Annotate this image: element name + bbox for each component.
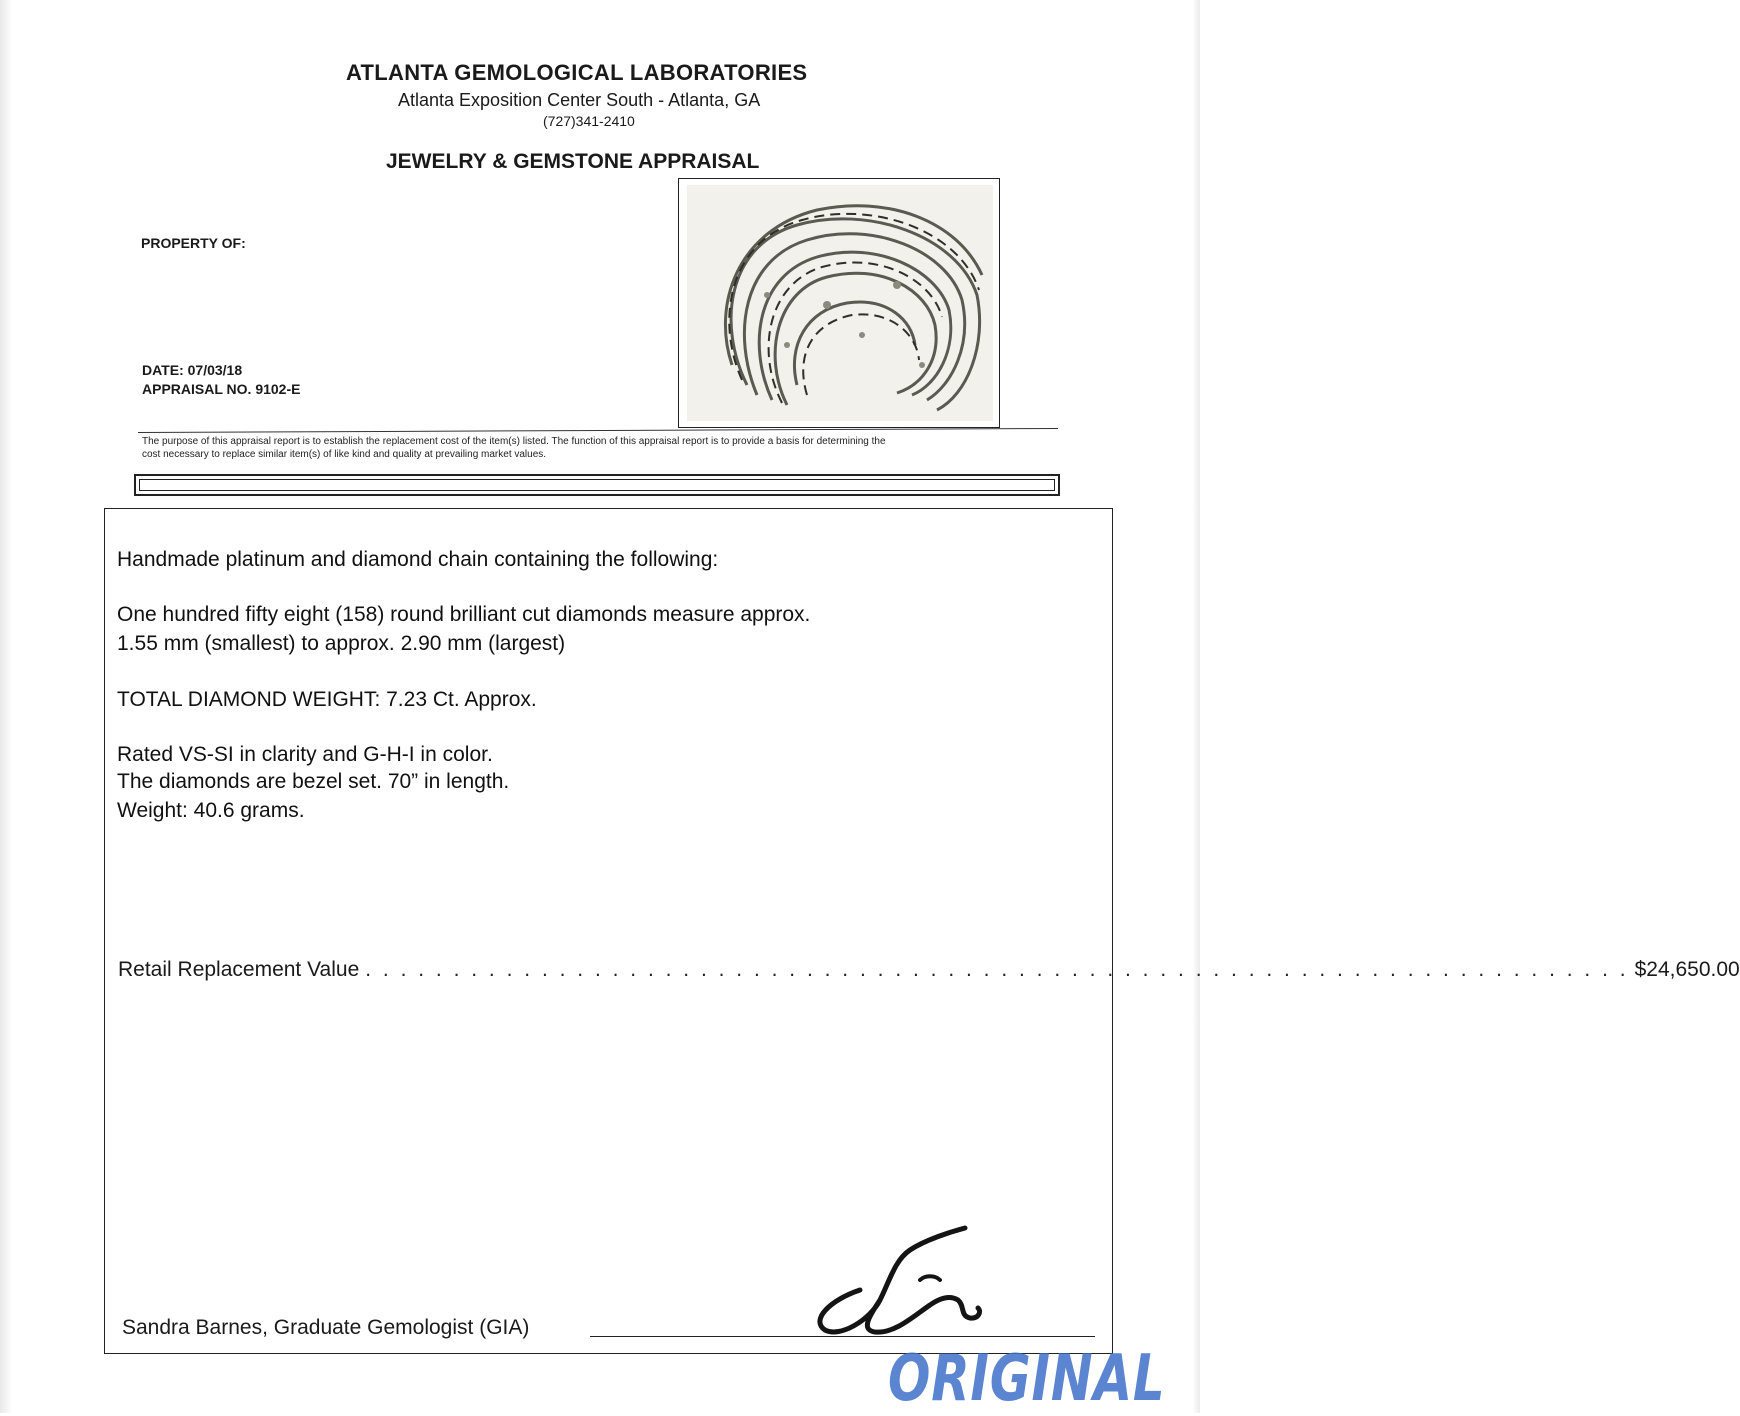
chain-photo-icon — [687, 185, 993, 421]
lab-address: Atlanta Exposition Center South - Atlanta, GA — [398, 90, 761, 110]
signature-line — [590, 1336, 1095, 1337]
date-value: 07/03/18 — [187, 362, 243, 378]
signer-name: Sandra Barnes, Graduate Gemologist (GIA) — [122, 1316, 530, 1339]
retail-value-label: Retail Replacement Value — [118, 958, 360, 981]
signature-mark — [800, 1220, 1000, 1350]
property-of-label: PROPERTY OF: — [141, 235, 246, 251]
date-label: DATE: — [142, 362, 184, 378]
purpose-line-2: cost necessary to replace similar item(s) of like kind and quality at prevailing market values. — [142, 449, 547, 460]
weight-line: Weight: 40.6 grams. — [117, 799, 305, 822]
original-stamp: ORIGINAL — [888, 1342, 1166, 1416]
purpose-line-1: The purpose of this appraisal report is to establish the replacement cost of the item(s) listed. The function of this appraisal report is to provide a basis for determining the — [142, 436, 886, 447]
retail-value-row — [118, 958, 1740, 988]
rating-line: Rated VS-SI in clarity and G-H-I in color. — [117, 743, 493, 766]
scan-edge-left — [0, 0, 12, 1413]
item-photo-frame — [678, 178, 1000, 428]
double-rule-bar-inner — [139, 479, 1055, 491]
lab-name: ATLANTA GEMOLOGICAL LABORATORIES — [346, 60, 808, 85]
scan-edge-right — [1192, 0, 1200, 1413]
appraisal-number-value: 9102-E — [255, 381, 301, 397]
description-intro: Handmade platinum and diamond chain containing the following: — [117, 548, 719, 571]
document-title: JEWELRY & GEMSTONE APPRAISAL — [386, 150, 760, 173]
diamonds-line-2: 1.55 mm (smallest) to approx. 2.90 mm (largest) — [117, 632, 566, 655]
diamonds-line-1: One hundred fifty eight (158) round brilliant cut diamonds measure approx. — [117, 603, 811, 626]
appraisal-number-row — [142, 381, 300, 397]
total-diamond-weight: TOTAL DIAMOND WEIGHT: 7.23 Ct. Approx. — [117, 688, 537, 711]
date-row — [142, 362, 242, 378]
lab-phone: (727)341-2410 — [543, 113, 635, 129]
setting-line: The diamonds are bezel set. 70” in length. — [117, 770, 510, 793]
appraisal-number-label: APPRAISAL NO. — [142, 381, 252, 397]
retail-value-amount: $24,650.00 — [1634, 958, 1740, 981]
leader-dots: . . . . . . . . . . . . . . . . . . . . . . . . . . . . . . . . . . . . . . . . . . . . . . . . . . . . . . . . . . . . . . . . . . . . . . . . — [365, 958, 1629, 981]
header-divider — [138, 428, 1058, 433]
double-rule-bar — [134, 474, 1060, 496]
purpose-statement — [142, 435, 1052, 461]
